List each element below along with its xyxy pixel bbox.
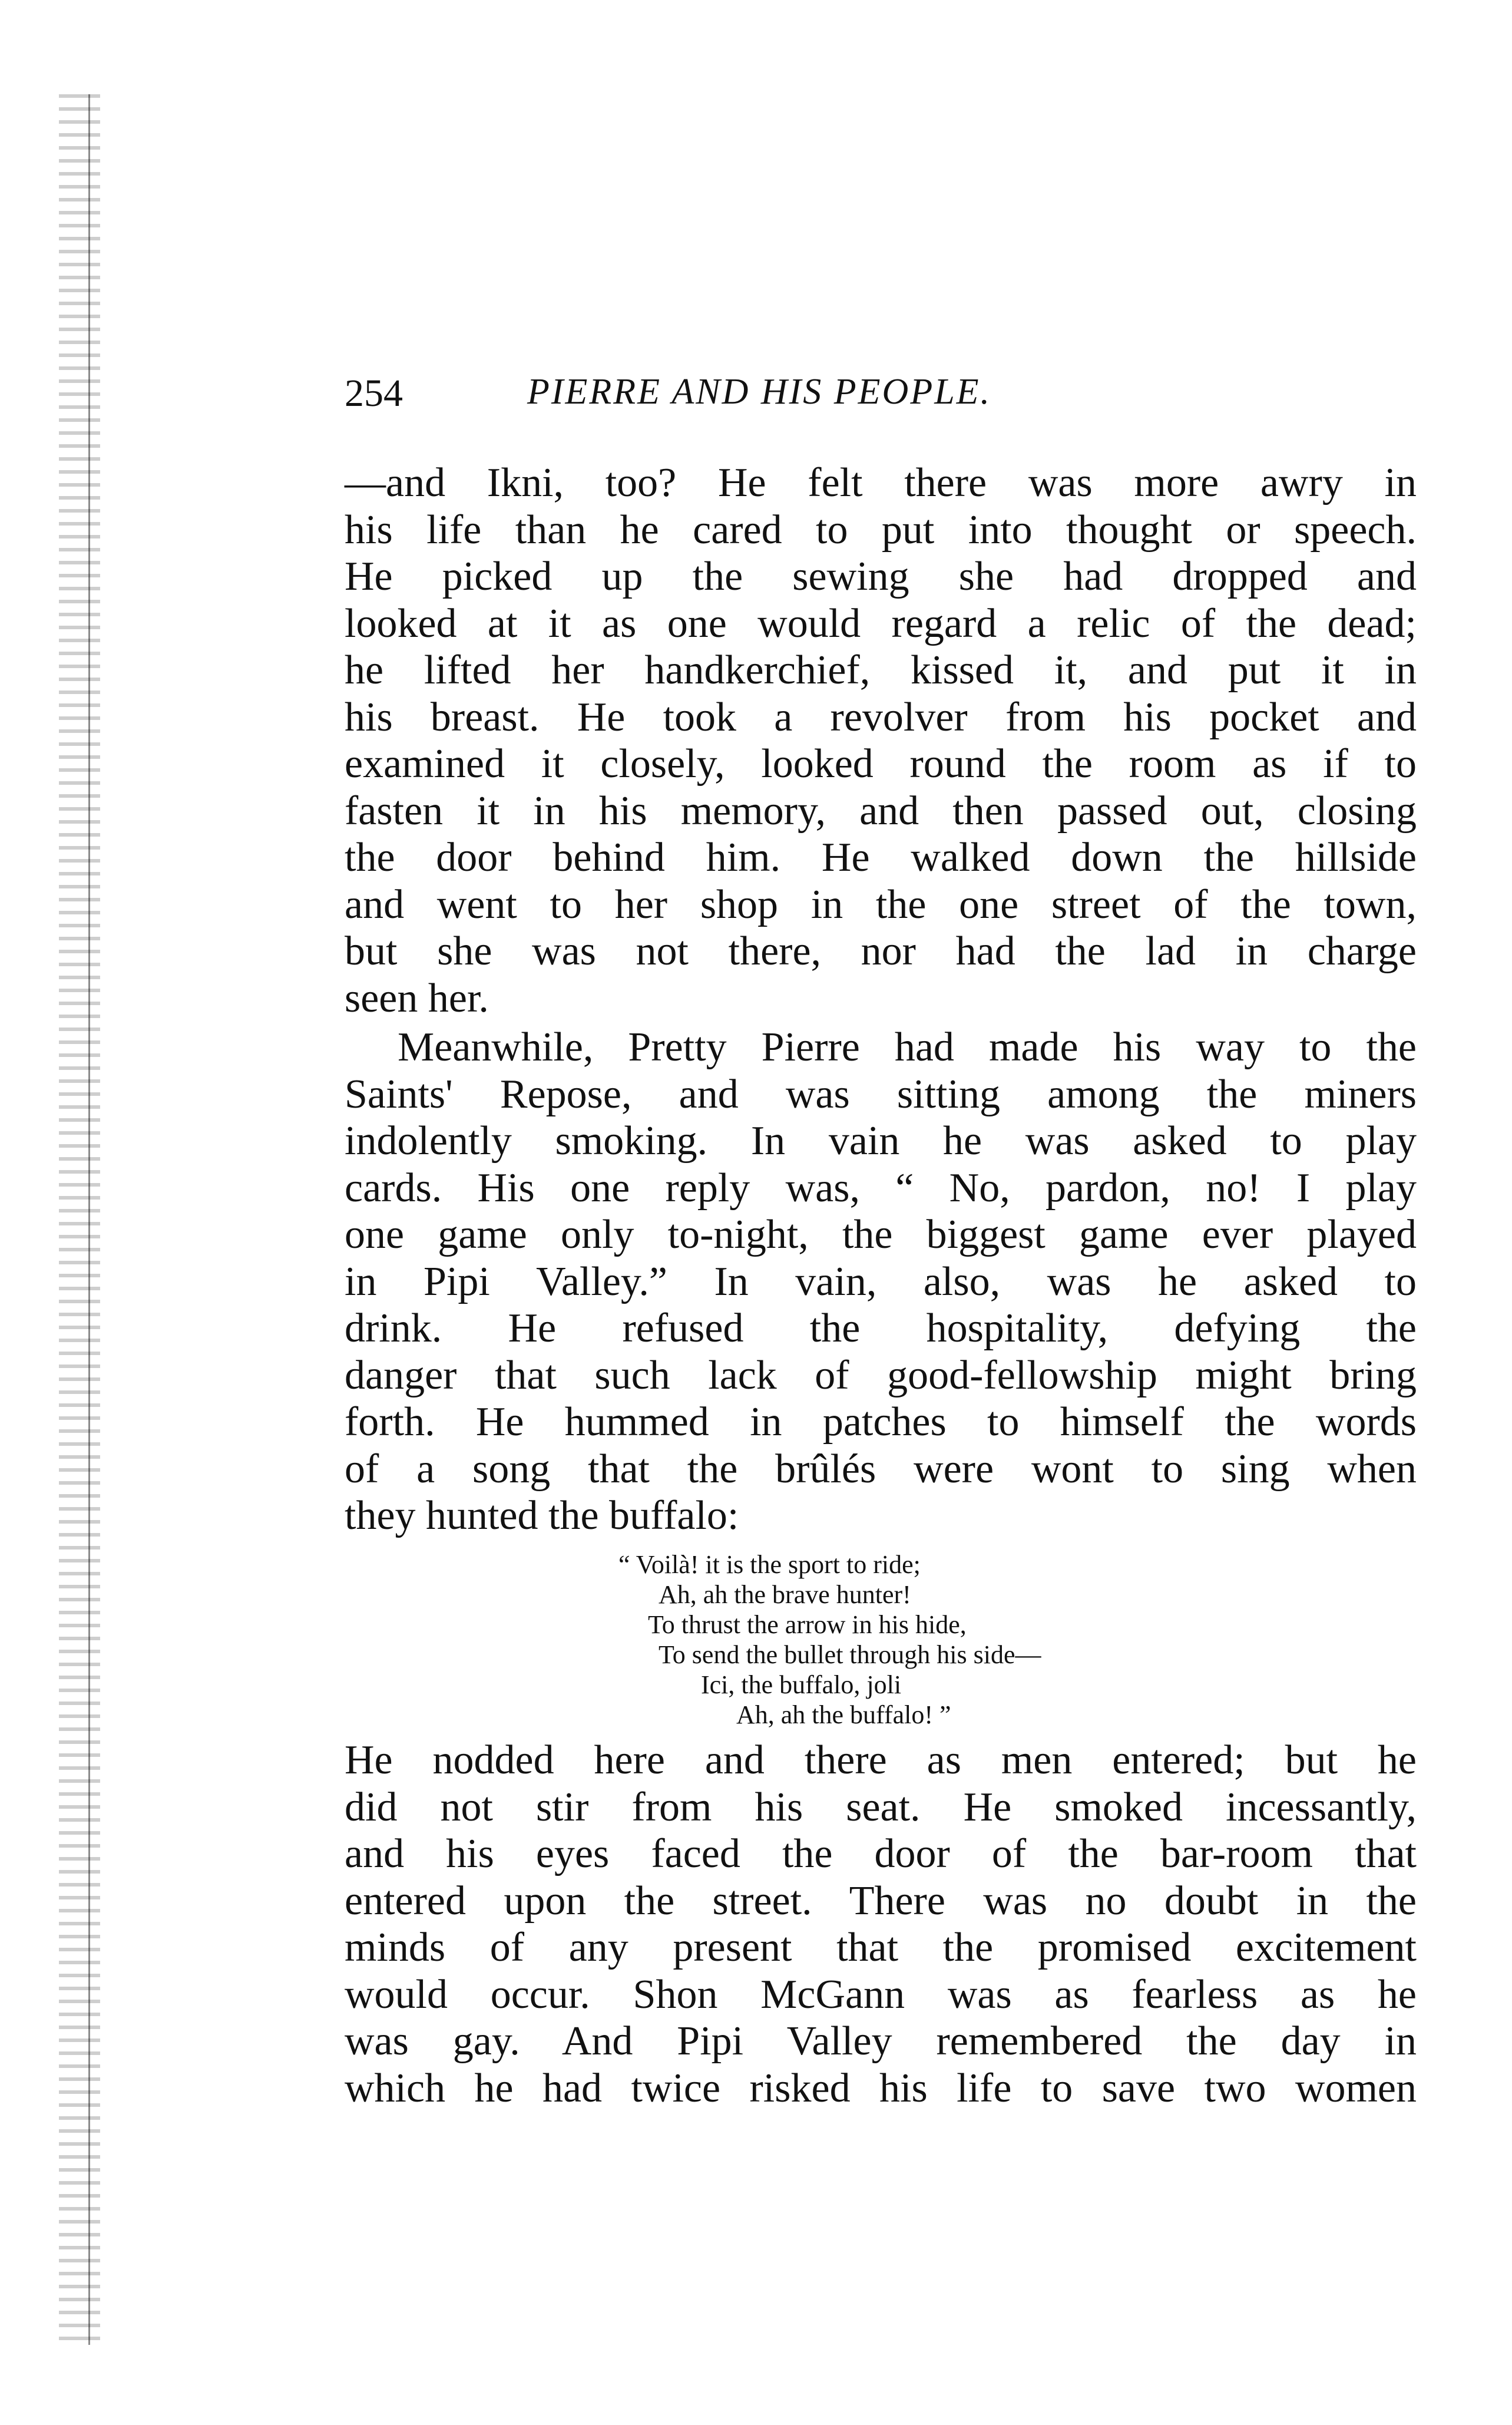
verse-block	[618, 1550, 1266, 1730]
text-line: He picked up the sewing she had dropped and	[345, 554, 1417, 599]
text-line: fasten it in his memory, and then passed out, closing	[345, 788, 1417, 834]
text-line: indolently smoking. In vain he was asked to play	[345, 1118, 1417, 1164]
text-line: in Pipi Valley.” In vain, also, was he asked to	[345, 1258, 1417, 1304]
text-line: cards. His one reply was, “ No, pardon, no! I play	[345, 1165, 1417, 1211]
verse-line: To thrust the arrow in his hide,	[648, 1610, 967, 1639]
text-line: would occur. Shon McGann was as fearless as he	[345, 1971, 1417, 2017]
text-line: but she was not there, nor had the lad in charge	[345, 929, 1417, 974]
text-line: which he had twice risked his life to save two women	[345, 2065, 1417, 2111]
text-line: did not stir from his seat. He smoked incessantly,	[345, 1784, 1417, 1830]
text-line: they hunted the buffalo:	[345, 1493, 739, 1538]
binding-edge	[88, 94, 90, 2345]
paragraph-2	[345, 1024, 1417, 1539]
verse-line: Ah, ah the brave hunter!	[659, 1580, 911, 1609]
text-line: Meanwhile, Pretty Pierre had made his way to the	[398, 1025, 1417, 1070]
text-line: —and Ikni, too? He felt there was more awry in	[345, 460, 1417, 506]
page-header	[345, 371, 1181, 430]
text-line: Saints' Repose, and was sitting among the miners	[345, 1071, 1417, 1117]
text-line: was gay. And Pipi Valley remembered the day in	[345, 2018, 1417, 2064]
text-line: and his eyes faced the door of the bar-room that	[345, 1831, 1417, 1876]
text-line: seen her.	[345, 975, 489, 1021]
running-title: PIERRE AND HIS PEOPLE.	[527, 372, 992, 412]
text-line: drink. He refused the hospitality, defying the	[345, 1306, 1417, 1351]
text-line: entered upon the street. There was no doubt in the	[345, 1878, 1417, 1924]
paragraph-1	[345, 460, 1417, 1022]
page-number: 254	[345, 372, 403, 415]
text-line: of a song that the brûlés were wont to sing when	[345, 1446, 1417, 1492]
binding-gutter	[59, 94, 100, 2345]
text-line: he lifted her handkerchief, kissed it, and put it in	[345, 647, 1417, 693]
text-line: his breast. He took a revolver from his pocket and	[345, 694, 1417, 740]
text-line: and went to her shop in the one street of the town,	[345, 881, 1417, 927]
verse-line: Ah, ah the buffalo! ”	[736, 1700, 951, 1729]
text-line: danger that such lack of good-fellowship might bring	[345, 1352, 1417, 1398]
paragraph-3	[345, 1737, 1417, 2112]
text-line: one game only to-night, the biggest game ever played	[345, 1212, 1417, 1257]
text-line: forth. He hummed in patches to himself the words	[345, 1399, 1417, 1445]
verse-line: Ici, the buffalo, joli	[701, 1670, 902, 1699]
text-line: examined it closely, looked round the room as if to	[345, 741, 1417, 787]
verse-line: “ Voilà! it is the sport to ride;	[618, 1550, 921, 1579]
text-line: the door behind him. He walked down the hillside	[345, 835, 1417, 880]
text-line: He nodded here and there as men entered; but he	[345, 1737, 1417, 1783]
verse-line: To send the bullet through his side—	[659, 1640, 1041, 1669]
text-line: his life than he cared to put into thought or speech.	[345, 507, 1417, 553]
text-line: minds of any present that the promised excitement	[345, 1925, 1417, 1970]
text-line: looked at it as one would regard a relic of the dead;	[345, 600, 1417, 646]
